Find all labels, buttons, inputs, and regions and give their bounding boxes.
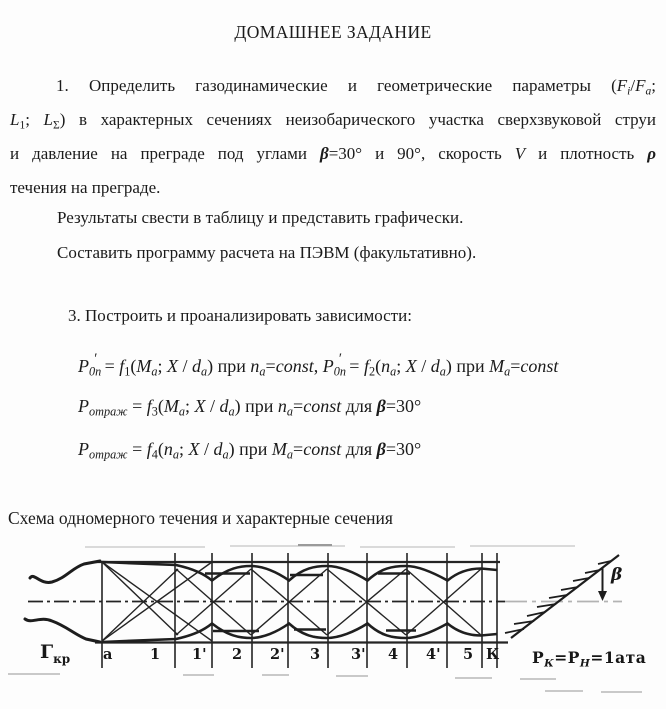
task-1-line-1: 1. Определить газодинамические и геометрические параметры ($F_i/F_a$; — [56, 76, 656, 98]
beta-angle-arrow — [598, 568, 607, 601]
note-program: Составить программу расчета на ПЭВМ (факультативно). — [57, 243, 477, 262]
wall-hatching — [505, 561, 611, 633]
task-1-line-2: $L_1$; $L_\Sigma$) в характерных сечениях неизобарического участка сверхзвуковой струи — [10, 110, 656, 132]
section-label-1': 1' — [192, 646, 207, 663]
section-label-К: К — [486, 646, 500, 663]
task-1-line-3: и давление на преграде под углами β=30° и 90°, скорость V и плотность ρ — [10, 144, 656, 163]
section-label-4': 4' — [426, 646, 441, 663]
critical-section-label — [40, 641, 70, 666]
note-results: Результаты свести в таблицу и представить графически. — [57, 208, 464, 227]
pressure-equality-label: $P_К=P_Н=1ата$ — [532, 648, 647, 670]
formula-1: $P_{0n}' = f_1(M_a$; X / $d_a$) при $n_a=const$, $P_{0n}' = f_2(n_a$; X / $d_a$) при $M_a=const$ — [78, 350, 559, 379]
scan-artifacts-bottom — [8, 674, 642, 692]
section-label-a: a — [103, 646, 113, 663]
section-label-2': 2' — [270, 646, 285, 663]
document-title: ДОМАШНЕЕ ЗАДАНИЕ — [234, 22, 432, 42]
task-1-line-4: течения на преграде. — [10, 178, 161, 197]
gamma-symbol: Г — [40, 641, 54, 663]
section-label-3: 3 — [310, 646, 321, 663]
jet-boundary-upper — [102, 562, 497, 581]
scan-artifacts-top — [85, 545, 575, 547]
section-label-3': 3' — [351, 646, 366, 663]
task-3-heading: 3. Построить и проанализировать зависимости: — [68, 306, 412, 325]
section-label-1: 1 — [150, 646, 161, 663]
section-label-5: 5 — [463, 646, 474, 663]
gamma-subscript: кр — [53, 651, 71, 666]
jet-boundary-lower — [102, 624, 497, 643]
beta-angle-label: β — [611, 565, 623, 585]
diagram-caption: Схема одномерного течения и характерные сечения — [8, 508, 393, 528]
section-label-2: 2 — [232, 646, 243, 663]
section-label-4: 4 — [388, 646, 399, 663]
formula-3: $P_{отраж} = f_4(n_a$; X / $d_a$) при $M_a=const$ для β=30° — [78, 439, 422, 462]
formula-2: $P_{отраж} = f_3(M_a$; X / $d_a$) при $n_a=const$ для β=30° — [78, 396, 422, 419]
